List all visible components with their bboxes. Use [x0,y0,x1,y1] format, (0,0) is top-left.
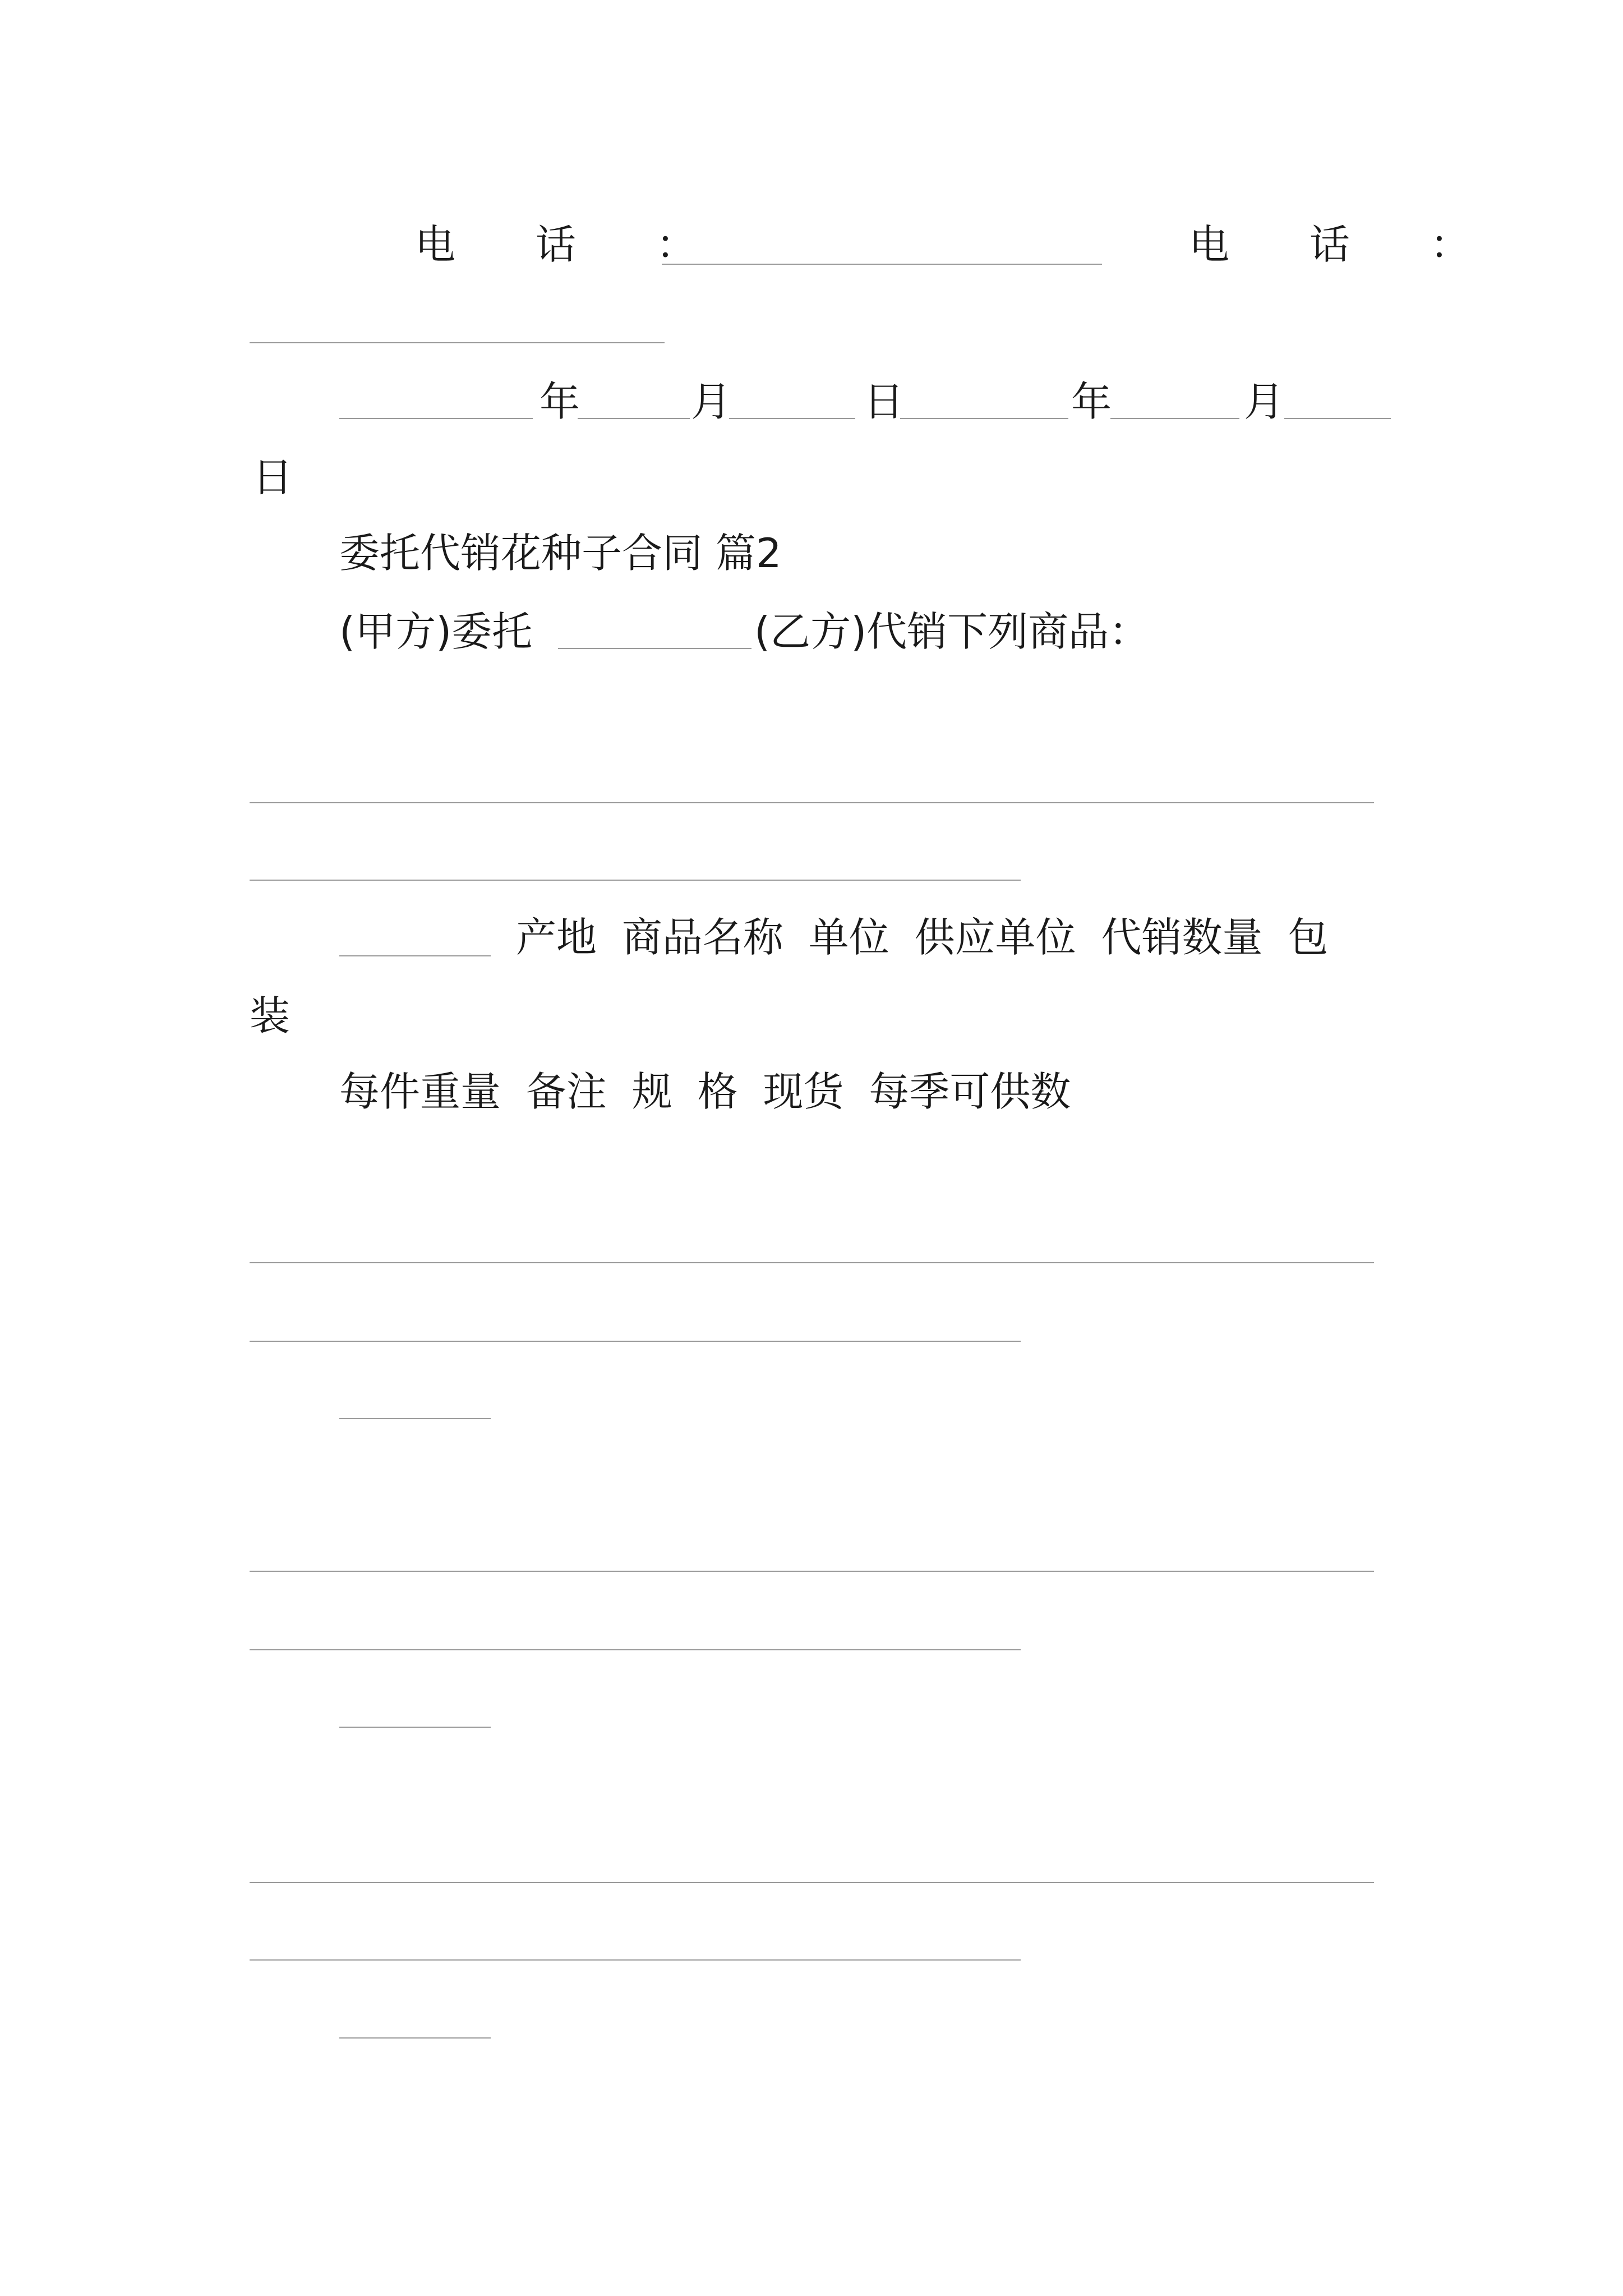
goods-entry-blank-line [250,1262,1374,1263]
item-number-blank [339,955,491,956]
goods-entry-blank-line [250,1341,1021,1342]
clause-text-prefix: (甲方)委托 [339,608,533,655]
goods-columns-line-1: 产地 商品名称 单位 供应单位 代销数量 包 [516,914,1329,961]
date-day-label-1: 日 [864,378,905,425]
date-month-label-1: 月 [691,378,732,425]
goods-entry-blank-line [250,1649,1021,1650]
goods-entry-blank-line [250,1882,1374,1883]
date-blank-year-1 [339,418,533,419]
goods-blank-line [250,880,1021,881]
date-year-label-2: 年 [1071,378,1112,425]
date-day-label-2: 日 [252,454,293,501]
section-heading: 委托代销花种子合同 篇2 [339,530,782,577]
goods-entry-blank-line [250,1959,1021,1961]
date-month-label-2: 月 [1244,378,1285,425]
date-blank-day-1 [729,418,855,419]
phone-blank-party-a [662,264,1102,265]
item-number-blank [339,1727,491,1728]
party-b-name-blank [558,648,751,649]
date-blank-month-1 [578,418,690,419]
date-blank-year-2 [900,418,1068,419]
date-blank-day-2 [1284,418,1391,419]
clause-text-suffix: (乙方)代销下列商品： [754,608,1150,655]
phone-blank-party-b [250,342,665,343]
goods-columns-wrap: 装 [250,992,291,1039]
date-year-label-1: 年 [540,378,580,425]
item-number-blank [339,1418,491,1419]
goods-columns-line-2: 每件重量 备注 规 格 现货 每季可供数 [339,1068,1071,1115]
goods-blank-line [250,802,1374,803]
item-number-blank [339,2037,491,2039]
date-blank-month-2 [1110,418,1239,419]
goods-entry-blank-line [250,1571,1374,1572]
phone-label-party-b: 电 话 ： [1189,221,1504,268]
phone-label-party-a: 电 话 ： [415,221,730,268]
